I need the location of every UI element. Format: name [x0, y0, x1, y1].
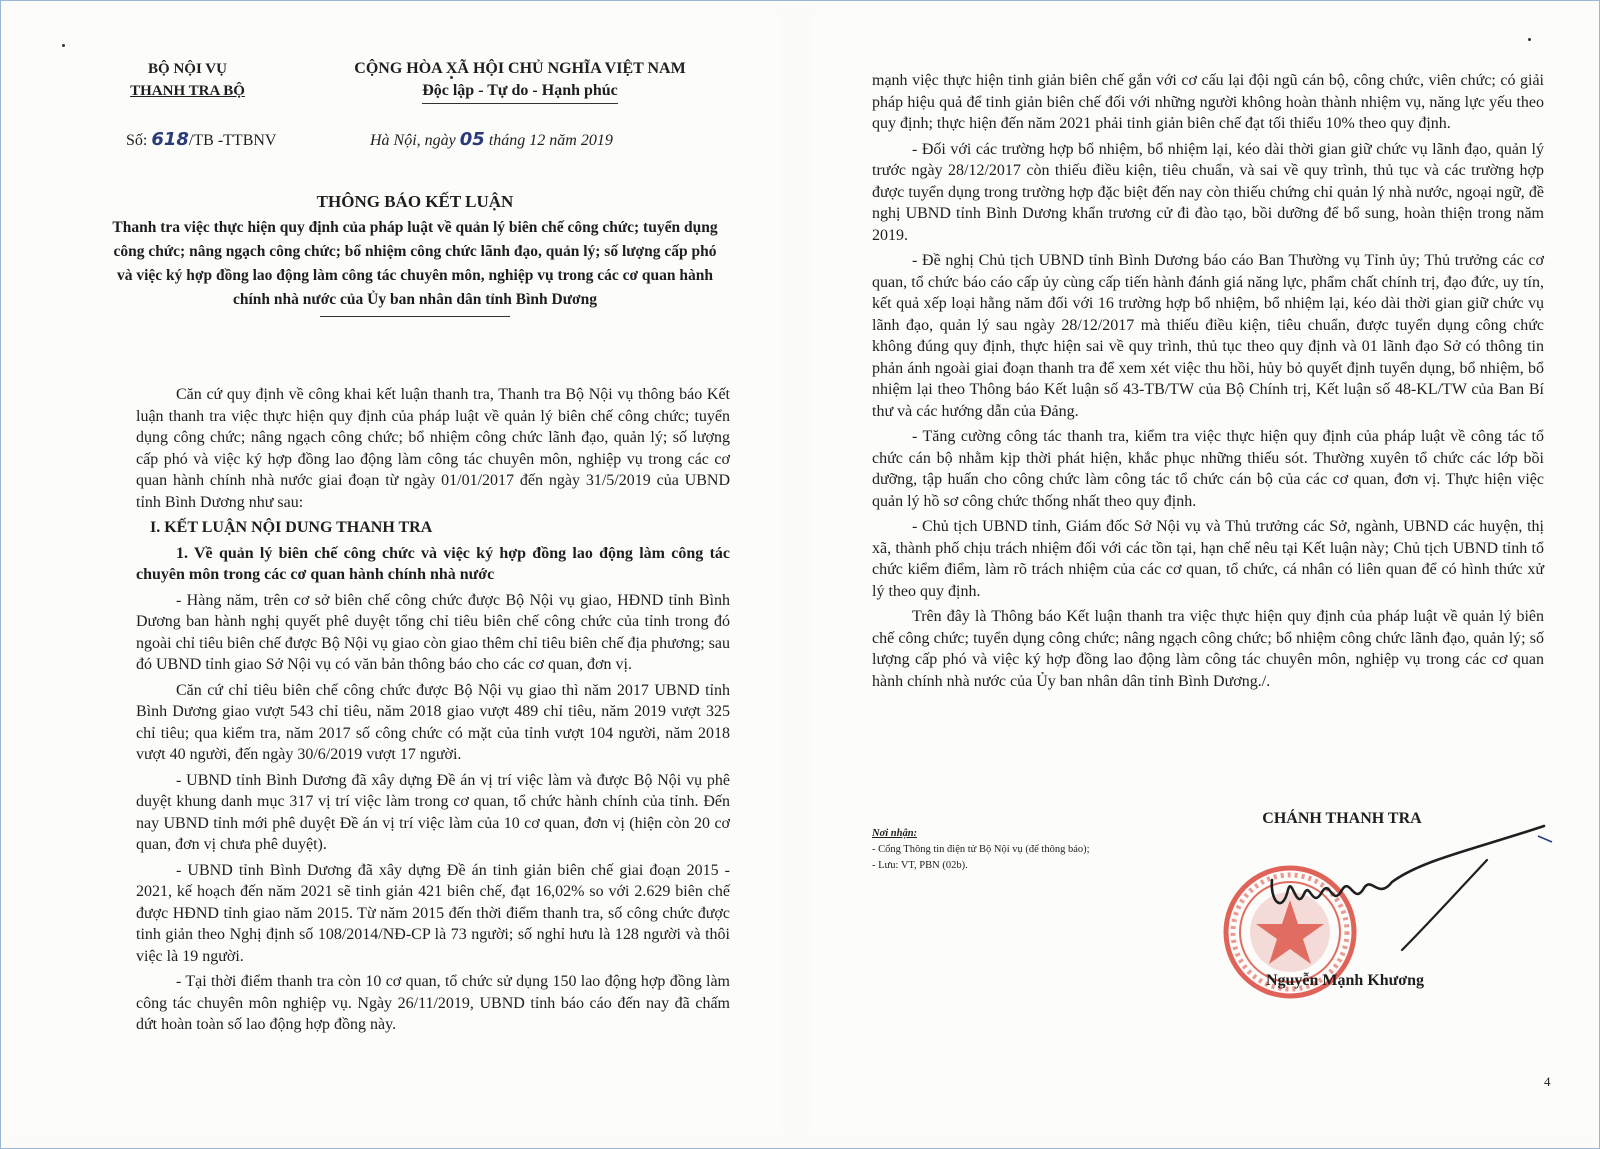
- intro-paragraph: Căn cứ quy định về công khai kết luận thanh tra, Thanh tra Bộ Nội vụ thông báo Kết luận thanh tra việc thực hiện quy định của pháp luật về quản lý biên chế công chức; tuyển dụng công chức; nâng ngạch công chức; bổ nhiệm công chức lãnh đạo, quản lý; số lượng cấp phó và việc ký hợp đồng lao động làm công tác chuyên môn, nghiệp vụ trong các cơ quan hành chính nhà nước giai đoạn từ ngày 01/01/2017 đến ngày 31/5/2019 của UBND tỉnh Bình Dương như sau:: [136, 386, 730, 511]
- title-divider: [320, 316, 510, 317]
- paragraph: mạnh việc thực hiện tinh giản biên chế gắn với cơ cấu lại đội ngũ cán bộ, công chức, viên chức; có giải pháp hiệu quả để tinh giản biên chế đối với những người không hoàn thành nhiệm vụ, năng lực yếu theo quy định; thực hiện đến năm 2021 phải tinh giản biên chế đạt tối thiểu 10% theo quy định.: [872, 72, 1544, 132]
- paragraph: - Chủ tịch UBND tỉnh, Giám đốc Sở Nội vụ và Thủ trưởng các Sở, ngành, UBND các huyện, thị xã, thành phố chịu trách nhiệm đối với các tồn tại, hạn chế nêu tại Kết luận này; Chủ tịch UBND tỉnh tổ chức kiểm điểm, làm rõ trách nhiệm của các cơ quan, tổ chức, cá nhân có liên quan để có hình thức xử lý theo quy định.: [872, 518, 1544, 600]
- document-number: Số: 618/TB -TTBNV: [126, 129, 277, 150]
- paragraph: - UBND tỉnh Bình Dương đã xây dựng Đề án vị trí việc làm và được Bộ Nội vụ phê duyệt khung danh mục 317 vị trí việc làm trong cơ quan, tổ chức hành chính của tỉnh. Đến nay UBND tỉnh mới phê duyệt Đề án vị trí việc làm của 10 cơ quan, đơn vị (hiện còn 20 cơ quan, đơn vị chưa phê duyệt).: [136, 771, 730, 853]
- title-subtitle: Thanh tra việc thực hiện quy định của pháp luật về quản lý biên chế công chức; tuyển dụng công chức; nâng ngạch công chức; bổ nhiệm công chức lãnh đạo, quản lý; số lượng cấp phó và việc ký hợp đồng lao động làm công tác chuyên môn, nghiệp vụ trong các cơ quan hành chính nhà nước của Ủy ban nhân dân tỉnh Bình Dương: [112, 219, 718, 308]
- left-body: [136, 384, 730, 1040]
- paragraph: - Tăng cường công tác thanh tra, kiểm tra việc thực hiện quy định của pháp luật về công tác tổ chức cán bộ nhằm kịp thời phát hiện, khắc phục những thiếu sót. Thường xuyên tổ chức các lớp bồi dưỡng, tập huấn cho công chức làm công tác tổ chức cán bộ của các cơ quan, đơn vị. Thực hiện việc quản lý hồ sơ công chức thống nhất theo quy định.: [872, 428, 1544, 510]
- right-body: [872, 70, 1544, 696]
- recipients-block: [872, 826, 1172, 874]
- right-page: [812, 14, 1590, 1134]
- handwritten-day: 05: [459, 129, 485, 150]
- recipients-label: Nơi nhận:: [872, 828, 918, 839]
- subsection-heading: 1. Về quản lý biên chế công chức và việc ký hợp đồng lao động làm công tác chuyên môn trong các cơ quan hành chính nhà nước: [136, 544, 730, 583]
- national-motto: Độc lập - Tự do - Hạnh phúc: [422, 80, 618, 104]
- inspectorate-name: THANH TRA BỘ: [130, 83, 245, 99]
- signer-name: Nguyễn Mạnh Khương: [1265, 972, 1425, 989]
- document-title: [110, 192, 720, 317]
- ministry-header: [110, 58, 265, 102]
- ministry-name: BỘ NỘI VỤ: [148, 61, 227, 77]
- paragraph: - Tại thời điểm thanh tra còn 10 cơ quan, tổ chức sử dụng 150 lao động hợp đồng làm công tác chuyên môn nghiệp vụ. Ngày 26/11/2019, UBND tỉnh báo cáo đến nay đã chấm dứt hoàn toàn số lao động hợp đồng này.: [136, 973, 730, 1033]
- paragraph: Căn cứ chỉ tiêu biên chế công chức được Bộ Nội vụ giao thì năm 2017 UBND tỉnh Bình Dương giao vượt 543 chỉ tiêu, năm 2018 giao vượt 489 chỉ tiêu, năm 2019 vượt 325 chỉ tiêu; qua kiểm tra, năm 2017 số công chức có mặt của tỉnh vượt 104 người, năm 2018 vượt 40 người, đến ngày 30/6/2019 vượt 17 người.: [136, 681, 730, 763]
- scan-speck: [62, 44, 65, 47]
- title-main: THÔNG BÁO KẾT LUẬN: [316, 192, 514, 211]
- recipient-item: - Lưu: VT, PBN (02b).: [872, 860, 968, 871]
- page-number: 4: [1544, 1074, 1551, 1089]
- signer-title: CHÁNH THANH TRA: [1262, 810, 1422, 827]
- paragraph: - Đề nghị Chủ tịch UBND tỉnh Bình Dương báo cáo Ban Thường vụ Tỉnh ủy; Thủ trưởng các cơ quan, tổ chức báo cáo cấp ủy cùng cấp tiến hành đánh giá năng lực, phẩm chất chính trị, đạo đức, uy tín, kết quả xếp loại hằng năm đối với 16 trường hợp bổ nhiệm, bổ nhiệm lại, kéo dài thời gian giữ chức vụ lãnh đạo, quản lý sau ngày 28/12/2017 mà thiếu điều kiện, tiêu chuẩn, được tuyển dụng công chức không đúng quy định, thực hiện sai về quy trình, thủ tục theo quy định và 01 lãnh đạo Sở có thông tin phản ánh ngoài giai đoạn thanh tra để xem xét việc thu hồi, hủy bỏ quyết định tuyển dụng, bổ nhiệm, bổ nhiệm lại theo Thông báo Kết luận số 43-TB/TW của Bộ Chính trị, Kết luận số 48-KL/TW của Ban Bí thư và các hướng dẫn của Đảng.: [872, 252, 1544, 420]
- section-heading: I. KẾT LUẬN NỘI DUNG THANH TRA: [150, 519, 433, 536]
- scan-speck: [1528, 38, 1531, 41]
- document-date: Hà Nội, ngày 05 tháng 12 năm 2019: [370, 129, 613, 150]
- handwritten-number: 618: [151, 129, 189, 150]
- left-page: [10, 14, 780, 1134]
- paragraph: - Hàng năm, trên cơ sở biên chế công chức được Bộ Nội vụ giao, HĐND tỉnh Bình Dương ban hành nghị quyết phê duyệt tổng chỉ tiêu biên chế công chức của tỉnh trong đó ngoài chỉ tiêu biên chế được Bộ Nội vụ giao còn giao thêm chỉ tiêu biên chế địa phương; sau đó UBND tỉnh giao Sở Nội vụ có văn bản thông báo cho các cơ quan, đơn vị.: [136, 591, 730, 673]
- signature-icon: [1252, 820, 1562, 970]
- recipient-item: - Cổng Thông tin điện tử Bộ Nội vụ (để thông báo);: [872, 844, 1090, 855]
- republic-name: CỘNG HÒA XÃ HỘI CHỦ NGHĨA VIỆT NAM: [354, 60, 686, 77]
- republic-header: [320, 58, 720, 104]
- paragraph: - Đối với các trường hợp bổ nhiệm, bổ nhiệm lại, kéo dài thời gian giữ chức vụ lãnh đạo, quản lý trước ngày 28/12/2017 còn thiếu điều kiện, tiêu chuẩn, và sai về quy trình, thủ tục và các trường hợp được tuyển dụng trong trường hợp đặc biệt đến nay còn thiếu chứng chỉ quản lý nhà nước, ngoại ngữ, đề nghị UBND tỉnh Bình Dương khẩn trương cử đi đào tạo, bồi dưỡng để bổ sung, hoàn thiện trong năm 2019.: [872, 140, 1544, 244]
- closing-paragraph: Trên đây là Thông báo Kết luận thanh tra việc thực hiện quy định của pháp luật về quản lý biên chế công chức; tuyển dụng công chức; nâng ngạch công chức; bổ nhiệm công chức lãnh đạo, quản lý; số lượng cấp phó và việc ký hợp đồng lao động làm công tác chuyên môn, nghiệp vụ trong các cơ quan hành chính nhà nước của Ủy ban nhân dân tỉnh Bình Dương./.: [872, 608, 1544, 690]
- paragraph: - UBND tỉnh Bình Dương đã xây dựng Đề án tinh giản biên chế giai đoạn 2015 - 2021, kế hoạch đến năm 2021 sẽ tinh giản 421 biên chế, đạt 16,02% so với 2.629 biên chế được HĐND tỉnh giao năm 2015. Từ năm 2015 đến thời điểm thanh tra, số công chức được tinh giản theo Nghị định số 108/2014/NĐ-CP là 73 người; số nghỉ hưu là 128 người và thôi việc là 19 người.: [136, 861, 730, 965]
